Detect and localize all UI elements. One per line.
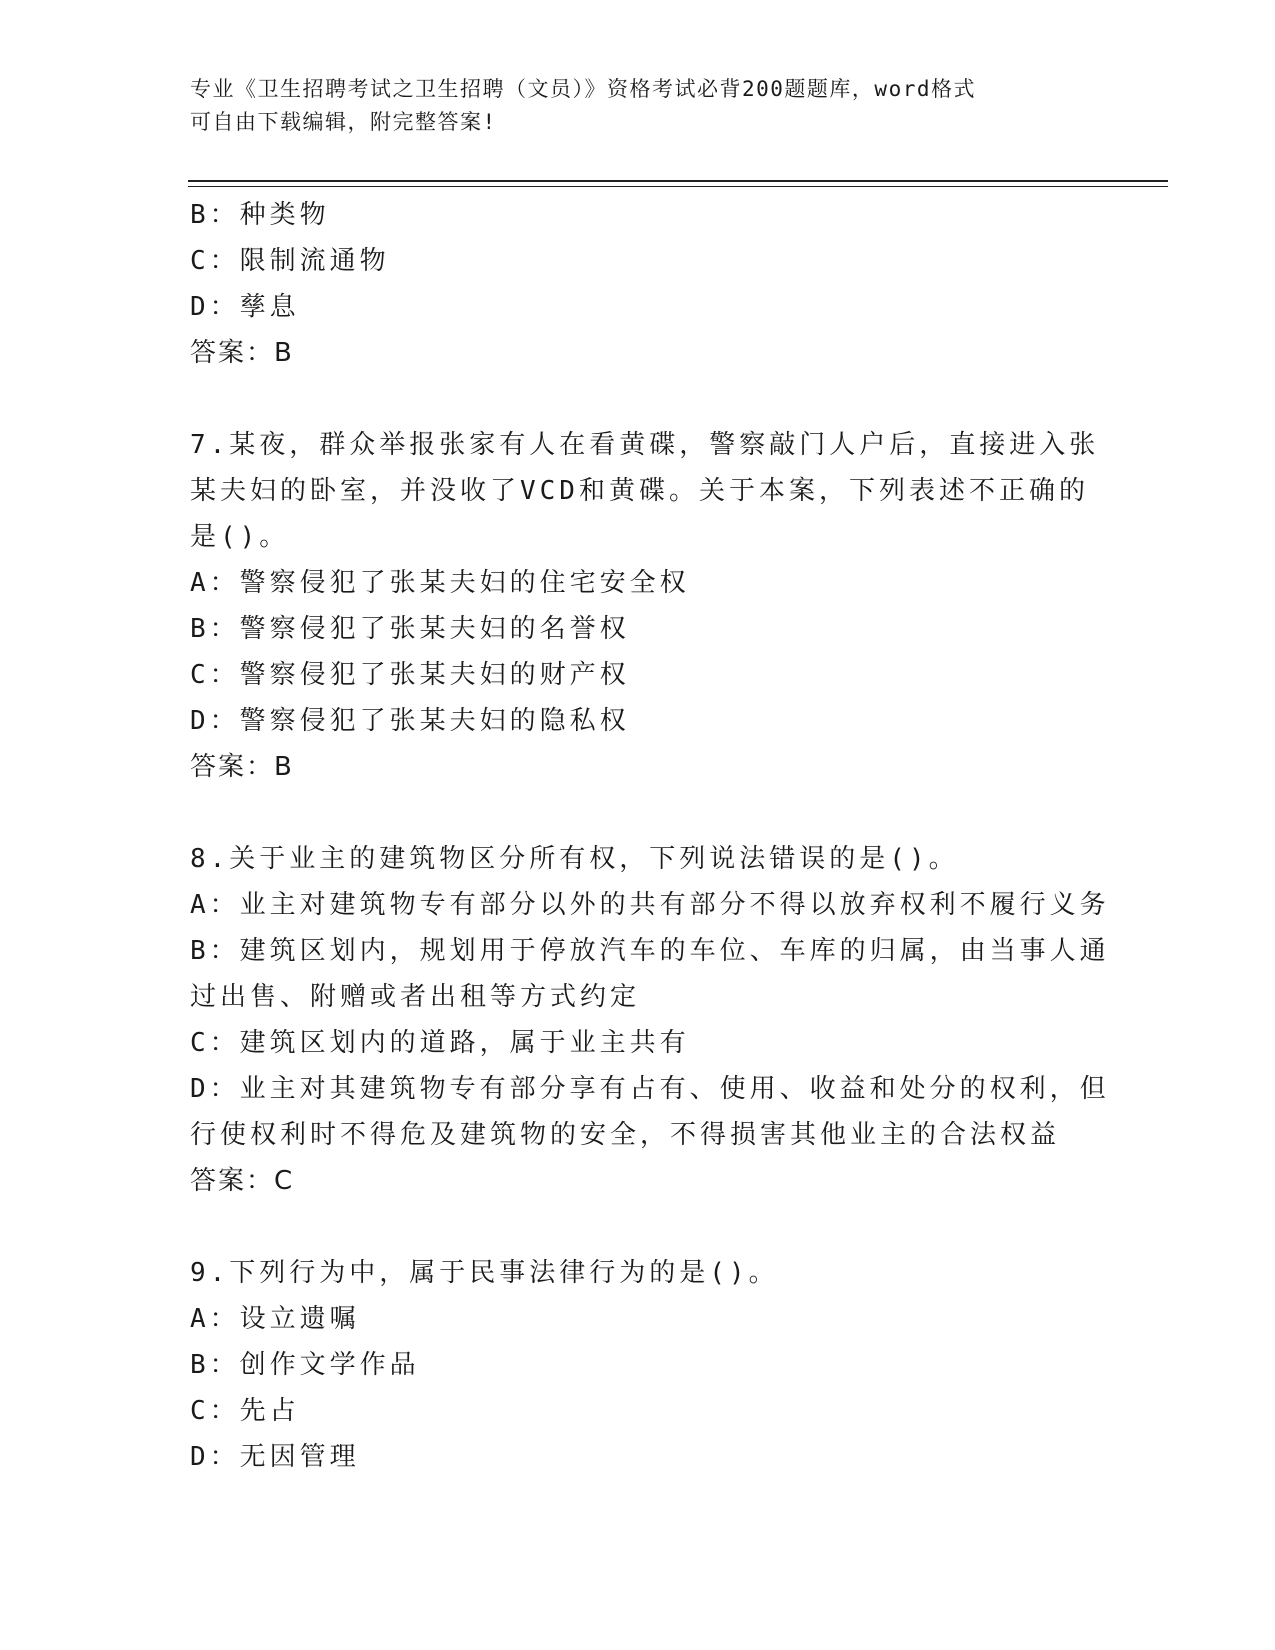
option-a: A：警察侵犯了张某夫妇的住宅安全权 [190,568,690,598]
answer-line: 答案：C [190,1166,295,1196]
question-stem-line: 7.某夜，群众举报张家有人在看黄碟，警察敲门人户后，直接进入张 [190,430,1100,460]
option-a: A：设立遗嘱 [190,1304,360,1334]
option-d: D：业主对其建筑物专有部分享有占有、使用、收益和处分的权利，但 [190,1074,1110,1104]
header-divider-thick [188,180,1168,182]
option-c: C：限制流通物 [190,246,390,276]
question-8 [190,836,1110,1204]
answer-line: 答案：B [190,338,294,368]
option-c: C：先占 [190,1396,300,1426]
question-stem-line: 8.关于业主的建筑物区分所有权，下列说法错误的是()。 [190,844,959,874]
header-line-2: 可自由下载编辑，附完整答案! [190,110,497,134]
option-d-continued: 行使权利时不得危及建筑物的安全，不得损害其他业主的合法权益 [190,1120,1061,1150]
option-d: D：孳息 [190,292,300,322]
question-content [190,192,1110,1480]
option-d: D：无因管理 [190,1442,360,1472]
question-stem-line: 是()。 [190,522,290,552]
option-b-continued: 过出售、附赠或者出租等方式约定 [190,982,641,1012]
header-divider-thin [188,186,1168,187]
question-stem-line: 9.下列行为中，属于民事法律行为的是()。 [190,1258,779,1288]
question-7 [190,422,1100,790]
spacer [190,790,1090,836]
option-b: B：警察侵犯了张某夫妇的名誉权 [190,614,630,644]
answer-line: 答案：B [190,752,294,782]
option-d: D：警察侵犯了张某夫妇的隐私权 [190,706,630,736]
option-b: B：创作文学作品 [190,1350,420,1380]
option-c: C：建筑区划内的道路，属于业主共有 [190,1028,690,1058]
question-stem-line: 某夫妇的卧室，并没收了VCD和黄碟。关于本案，下列表述不正确的 [190,476,1089,506]
spacer [190,376,1090,422]
question-9 [190,1250,1090,1480]
option-a: A：业主对建筑物专有部分以外的共有部分不得以放弃权利不履行义务 [190,890,1110,920]
spacer [190,1204,1090,1250]
option-b: B：建筑区划内，规划用于停放汽车的车位、车库的归属，由当事人通 [190,936,1110,966]
document-header [190,73,1090,139]
header-line-1: 专业《卫生招聘考试之卫生招聘（文员）》资格考试必背200题题库，word格式 [190,77,976,101]
option-b: B：种类物 [190,200,330,230]
option-c: C：警察侵犯了张某夫妇的财产权 [190,660,630,690]
previous-question-tail [190,192,1090,376]
